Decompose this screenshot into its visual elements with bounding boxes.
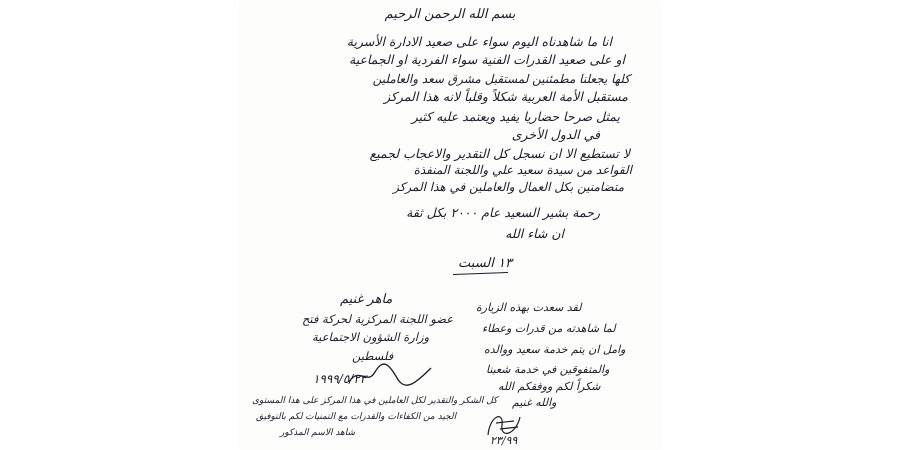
- date-underline: [453, 272, 508, 275]
- letter-line: يمثل صرحا حضاريا يفيد ويعتمد عليه كثير: [411, 109, 620, 124]
- letter-line: او على صعيد القدرات الفنية سواء الفردية او الجماعية: [349, 52, 625, 67]
- signer-title-line: فلسطين: [352, 349, 394, 363]
- signer-name: ماهر غنيم: [340, 292, 393, 307]
- visitor-note-line: وامل ان يتم خدمة سعيد ووالده: [484, 343, 626, 356]
- letter-line: كلها يجعلنا مطمئنين لمستقبل مشرق سعد والعاملين: [372, 72, 630, 86]
- letter-line: متضامنين بكل العمال والعاملين في هذا المركز: [393, 180, 624, 194]
- letter-date: ١٣ السبت: [458, 256, 512, 271]
- letter-line: مستقبل الأمة العربية شكلاً وقلباً لانه هذا المركز: [384, 89, 628, 104]
- visitor-note-line: والله غنيم: [512, 396, 557, 409]
- basmala-heading: بسم الله الرحمن الرحيم: [384, 7, 516, 22]
- letter-line: في الدول الأخرى: [511, 127, 600, 142]
- signer-title-line: عضو اللجنة المركزية لحركة فتح: [302, 312, 454, 326]
- signature-date: ١٩٩٩/٥/٢٣: [313, 372, 367, 386]
- visitor-note-line: لما شاهدته من قدرات وعطاء: [482, 322, 616, 335]
- letter-line: انا ما شاهدناه اليوم سواء على صعيد الادارة الأسرية: [346, 34, 612, 49]
- letter-line: القواعد من سيدة سعيد علي واللجنة المنفذة: [413, 163, 632, 177]
- visitor-note-date: ٢٣/٩٩: [490, 434, 518, 447]
- visitor-note-line: شكراً لكم ووفقكم الله: [498, 380, 601, 393]
- signer-title-line: وزارة الشؤون الاجتماعية: [312, 330, 430, 344]
- footnote-line: الجيد من الكفاءات والقدرات مع التمنيات لكم بالتوفيق: [256, 412, 457, 422]
- letter-line: رحمة بشير السعيد عام ٢٠٠٠ بكل ثقة: [406, 205, 600, 220]
- footnote-line: كل الشكر والتقدير لكل العاملين في هذا المركز على هذا المستوى: [252, 396, 498, 406]
- handwritten-signature-left: [345, 360, 435, 390]
- visitor-note-line: لقد سعدت بهذه الزيارة: [476, 301, 582, 314]
- letter-line: لا تستطيع الا ان نسجل كل التقدير والاعجاب لجميع: [369, 146, 630, 161]
- letter-line: ان شاء الله: [505, 226, 564, 241]
- visitor-note-line: والمتفوقين في خدمة شعبنا: [486, 363, 610, 376]
- footnote-line: شاهد الاسم المذكور: [280, 428, 356, 438]
- handwritten-letter-page: [240, 0, 660, 450]
